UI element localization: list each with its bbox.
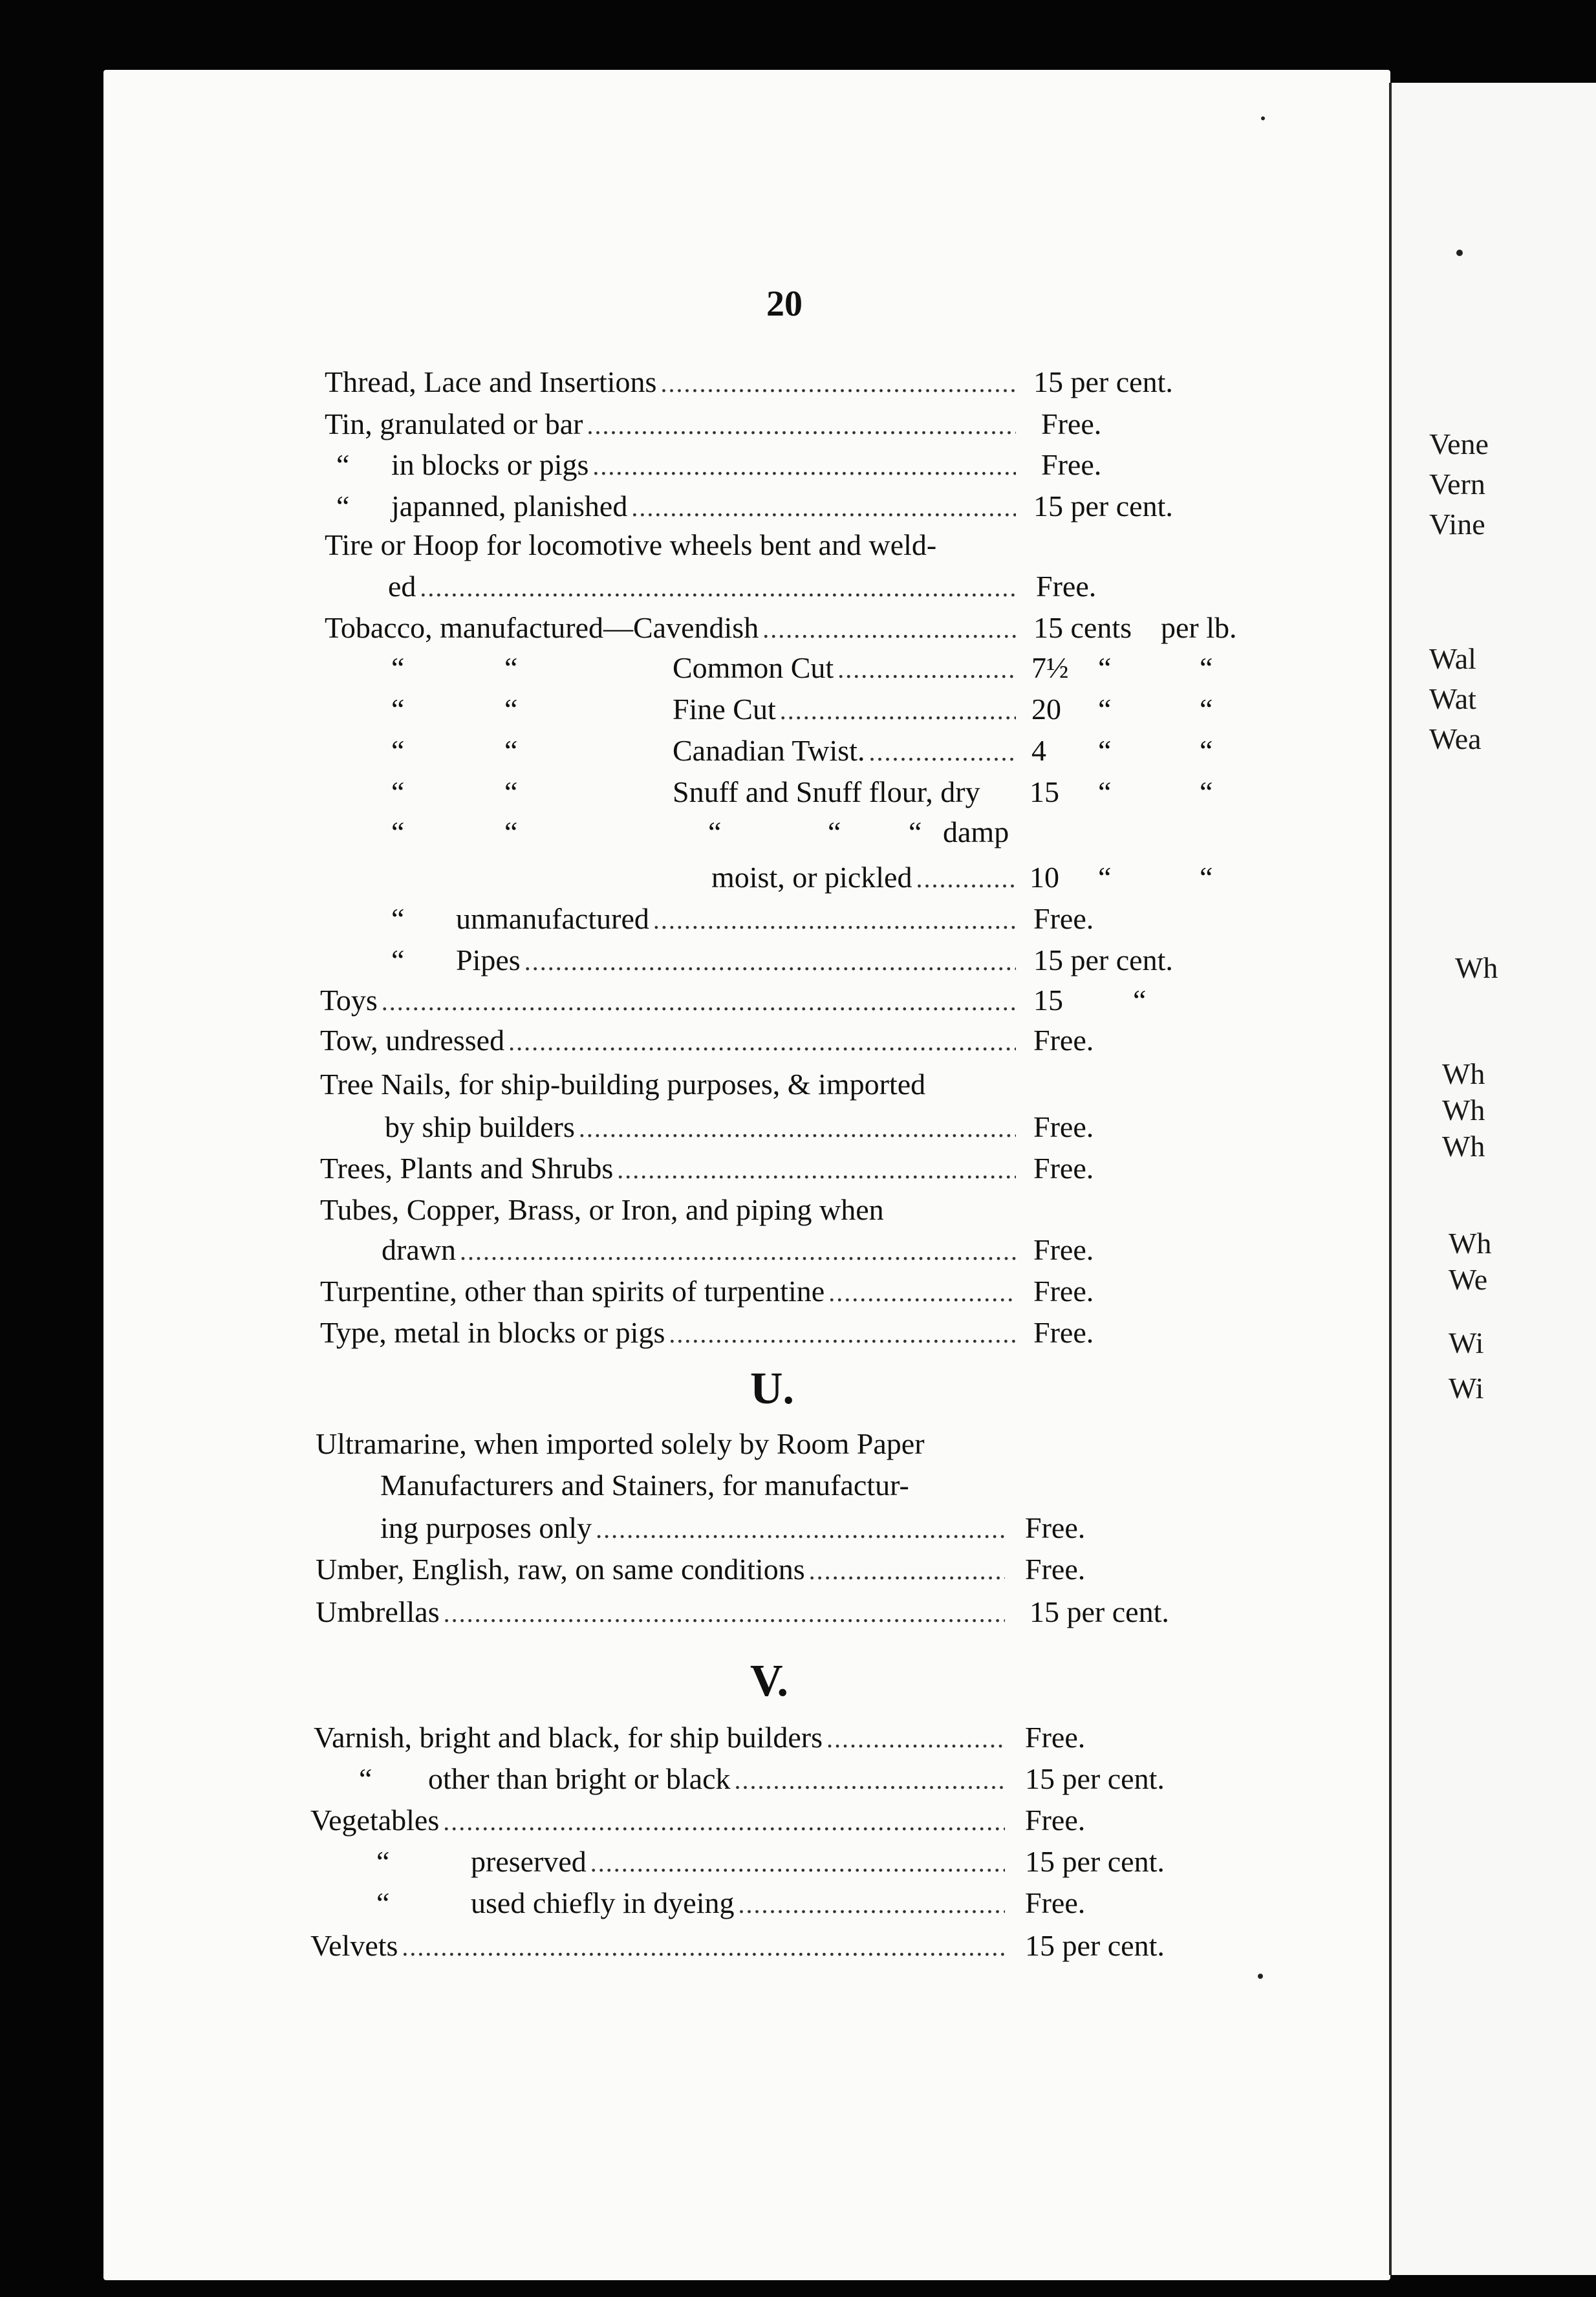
section-heading-v: V.	[750, 1656, 789, 1706]
dot-leader	[828, 1273, 1016, 1313]
entry-rate: Free.	[1036, 570, 1097, 603]
right-fragment: Vern	[1429, 468, 1485, 501]
dot-leader	[443, 1802, 1005, 1842]
ditto-mark: “	[391, 902, 405, 935]
entry-label: Thread, Lace and Insertions	[325, 365, 657, 398]
entry-fine-cut	[673, 689, 1020, 729]
right-fragment: Wat	[1429, 682, 1476, 715]
entry-label: japanned, planished	[391, 490, 628, 523]
entry-canadian-twist	[673, 731, 1020, 771]
ditto-mark: “	[909, 815, 922, 848]
ditto-mark: “	[1200, 775, 1213, 808]
entry-tubes-line-1: Tubes, Copper, Brass, or Iron, and piping when	[320, 1193, 884, 1226]
dot-leader	[420, 568, 1016, 608]
right-fragment: Wh	[1442, 1057, 1485, 1090]
entry-rate: Free.	[1033, 902, 1094, 935]
dot-leader	[916, 859, 1016, 899]
dot-leader	[444, 1593, 1005, 1634]
entry-rate: Free.	[1033, 1316, 1094, 1349]
ditto-mark: “	[391, 944, 405, 976]
ditto-mark: “	[1200, 651, 1213, 684]
ditto-mark: “	[1200, 861, 1213, 894]
right-fragment: Wh	[1449, 1227, 1492, 1260]
dot-leader	[739, 1884, 1005, 1925]
ditto-mark: “	[1098, 651, 1112, 684]
entry-label: Tow, undressed	[320, 1024, 505, 1057]
ditto-mark: “	[336, 490, 350, 523]
entry-umbrellas	[316, 1592, 1009, 1632]
entry-rate: Free.	[1033, 1233, 1094, 1266]
entry-thread	[325, 362, 1020, 402]
ditto-mark: “	[1200, 734, 1213, 767]
entry-vegetables	[310, 1800, 1009, 1840]
entry-label: ing purposes only	[380, 1511, 592, 1544]
ditto-mark: “	[376, 1845, 390, 1878]
entry-pipes	[456, 940, 1020, 980]
entry-label: Tobacco, manufactured—Cavendish	[325, 611, 759, 644]
ditto-mark: “	[336, 448, 350, 481]
entry-rate: Free.	[1033, 1110, 1094, 1143]
right-fragment: Wi	[1449, 1372, 1484, 1405]
ditto-mark: “	[1098, 775, 1112, 808]
ditto-mark: “	[376, 1886, 390, 1919]
ditto-mark: “	[391, 815, 405, 848]
page-number: 20	[766, 284, 803, 324]
right-fragment: Wal	[1429, 642, 1476, 675]
entry-rate: 15 per cent.	[1025, 1845, 1165, 1878]
entry-label: drawn	[382, 1233, 456, 1266]
dot-leader	[524, 942, 1016, 982]
dot-leader	[780, 691, 1016, 731]
entry-snuff-moist	[711, 857, 1020, 898]
dot-leader	[735, 1760, 1005, 1800]
dot-leader	[579, 1108, 1016, 1148]
entry-rate: Free.	[1041, 407, 1102, 440]
ditto-mark: “	[504, 775, 518, 808]
entry-label: Tin, granulated or bar	[325, 407, 583, 440]
ditto-mark: “	[1098, 693, 1112, 726]
entry-varnish	[314, 1718, 1007, 1758]
dot-leader	[592, 446, 1016, 486]
dot-leader	[587, 405, 1016, 446]
entry-rate: 10	[1030, 861, 1059, 894]
entry-tire-line-1: Tire or Hoop for locomotive wheels bent and weld-	[325, 528, 937, 561]
entry-rate: Free.	[1041, 448, 1102, 481]
entry-rate: Free.	[1025, 1886, 1086, 1919]
entry-vegetables-dyeing	[471, 1883, 1009, 1923]
entry-rate: 15 per cent.	[1033, 490, 1173, 523]
entry-tubes	[382, 1230, 1020, 1270]
right-fragment: Wh	[1442, 1094, 1485, 1127]
dot-leader	[508, 1022, 1016, 1062]
dot-leader	[660, 363, 1016, 404]
dot-leader	[868, 732, 1016, 772]
entry-label: by ship builders	[385, 1110, 575, 1143]
right-fragment: Wi	[1449, 1326, 1484, 1359]
ditto-mark: “	[504, 693, 518, 726]
right-fragment: Wea	[1429, 722, 1482, 755]
right-fragment: Vine	[1429, 508, 1485, 541]
entry-label: Fine Cut	[673, 693, 776, 726]
dot-leader	[402, 1927, 1005, 1967]
entry-snuff-dry: Snuff and Snuff flour, dry	[673, 775, 980, 808]
entry-label: Common Cut	[673, 651, 834, 684]
entry-rate: 7½	[1031, 651, 1069, 684]
entry-label: used chiefly in dyeing	[471, 1886, 735, 1919]
entry-label: Vegetables	[310, 1804, 440, 1837]
entry-label: Umber, English, raw, on same conditions	[316, 1553, 805, 1586]
ditto-mark: “	[391, 693, 405, 726]
ditto-mark: “	[1098, 861, 1112, 894]
entry-label: Varnish, bright and black, for ship builders	[314, 1721, 823, 1754]
dot-leader	[617, 1150, 1016, 1190]
dot-leader	[653, 900, 1016, 940]
entry-label: preserved	[471, 1845, 587, 1878]
entry-rate-unit: per lb.	[1161, 611, 1237, 644]
entry-rate: 15 per cent.	[1025, 1929, 1165, 1962]
entry-rate: 15 per cent.	[1030, 1595, 1169, 1628]
dot-leader	[460, 1231, 1016, 1271]
entry-snuff-damp: damp	[943, 815, 1009, 848]
entry-tow	[320, 1020, 1020, 1061]
ditto-mark: “	[1200, 693, 1213, 726]
entry-rate: 15 per cent.	[1025, 1762, 1165, 1795]
entry-label: unmanufactured	[456, 902, 649, 935]
dot-leader	[837, 649, 1016, 689]
entry-tree-nails	[385, 1107, 1020, 1147]
entry-ultramarine-line-1: Ultramarine, when imported solely by Room Paper	[316, 1427, 925, 1460]
entry-vegetables-preserved	[471, 1842, 1009, 1882]
dot-leader	[809, 1551, 1005, 1591]
entry-label: Velvets	[310, 1929, 398, 1962]
entry-ultramarine	[380, 1508, 1009, 1548]
entry-rate: Free.	[1033, 1275, 1094, 1308]
entry-rate: 15 per cent.	[1033, 944, 1173, 976]
entry-toys	[320, 980, 1020, 1020]
entry-rate: 15	[1030, 775, 1059, 808]
entry-tobacco-unmanufactured	[456, 899, 1020, 939]
entry-varnish-other	[428, 1759, 1009, 1799]
right-fragment: Wh	[1442, 1130, 1485, 1163]
entry-label: in blocks or pigs	[391, 448, 589, 481]
dot-leader	[596, 1509, 1005, 1549]
entry-rate: 15	[1033, 984, 1063, 1017]
entry-rate: Free.	[1025, 1721, 1086, 1754]
entry-label: Type, metal in blocks or pigs	[320, 1316, 665, 1349]
entry-rate: Free.	[1033, 1152, 1094, 1185]
ditto-mark: “	[1098, 734, 1112, 767]
entry-rate: 4	[1031, 734, 1046, 767]
entry-label: moist, or pickled	[711, 861, 912, 894]
entry-rate: 15 cents	[1033, 611, 1132, 644]
entry-label: Canadian Twist.	[673, 734, 865, 767]
entry-tin-japanned	[391, 486, 1020, 526]
dot-leader	[669, 1314, 1016, 1354]
ditto-mark: “	[504, 651, 518, 684]
ditto-mark: “	[359, 1762, 372, 1795]
entry-label: ed	[388, 570, 416, 603]
entry-type	[320, 1313, 1020, 1353]
ditto-mark: “	[708, 815, 722, 848]
entry-turpentine	[320, 1271, 1020, 1311]
entry-label: Trees, Plants and Shrubs	[320, 1152, 614, 1185]
entry-rate: Free.	[1033, 1024, 1094, 1057]
dot-leader	[631, 488, 1016, 528]
entry-label: other than bright or black	[428, 1762, 731, 1795]
entry-tin	[325, 404, 1020, 444]
dot-leader	[826, 1719, 1003, 1759]
entry-rate: 20	[1031, 693, 1061, 726]
ditto-mark: “	[391, 651, 405, 684]
right-fragment: Vene	[1429, 427, 1489, 460]
entry-label: Toys	[320, 984, 378, 1017]
right-fragment: We	[1449, 1263, 1488, 1296]
entry-rate: 15 per cent.	[1033, 365, 1173, 398]
dot-leader	[762, 609, 1016, 649]
entry-tobacco-cavendish	[325, 608, 1020, 648]
ditto-mark: “	[1133, 984, 1147, 1017]
ditto-mark: “	[391, 775, 405, 808]
entry-tree-nails-line-1: Tree Nails, for ship-building purposes, & imported	[320, 1068, 926, 1101]
ditto-mark: “	[504, 815, 518, 848]
entry-ultramarine-line-2: Manufacturers and Stainers, for manufactur-	[380, 1469, 909, 1502]
entry-common-cut	[673, 648, 1020, 688]
entry-rate: Free.	[1025, 1804, 1086, 1837]
entry-rate: Free.	[1025, 1553, 1086, 1586]
entry-trees	[320, 1148, 1020, 1189]
dot-leader	[382, 982, 1016, 1022]
entry-label: Umbrellas	[316, 1595, 440, 1628]
ditto-mark: “	[504, 734, 518, 767]
ditto-mark: “	[391, 734, 405, 767]
right-fragment: Wh	[1455, 951, 1498, 984]
section-heading-u: U.	[750, 1364, 795, 1414]
entry-label: Turpentine, other than spirits of turpentine	[320, 1275, 825, 1308]
entry-tin-blocks	[391, 445, 1020, 485]
entry-label: Pipes	[456, 944, 521, 976]
entry-rate: Free.	[1025, 1511, 1086, 1544]
entry-umber	[316, 1549, 1009, 1590]
entry-tire	[388, 566, 1020, 607]
ditto-mark: “	[828, 815, 841, 848]
dot-leader	[590, 1843, 1005, 1883]
entry-velvets	[310, 1926, 1009, 1966]
